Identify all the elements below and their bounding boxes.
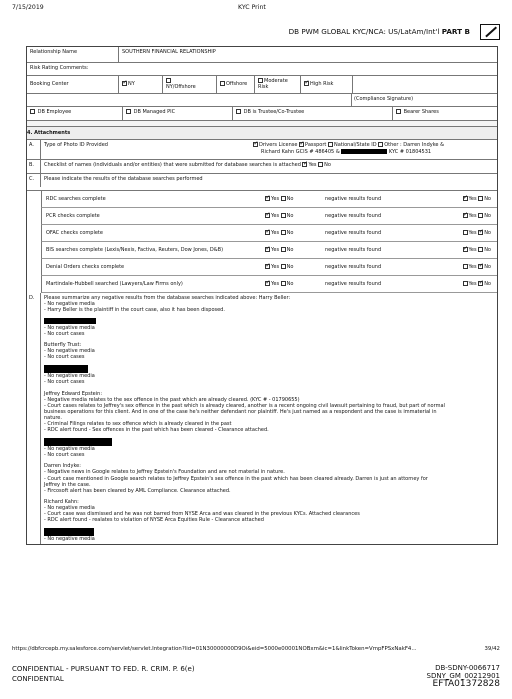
search-check-name: RDC searches complete xyxy=(46,196,106,202)
other-id-line-1: Richard Kahn GCIS # 486405 & xyxy=(261,149,340,155)
unchecked-checkbox[interactable]: No xyxy=(281,196,294,202)
unchecked-checkbox[interactable]: Yes xyxy=(463,264,477,270)
checkbox-icon[interactable] xyxy=(281,213,286,218)
flag-db-employee[interactable]: DB Employee xyxy=(27,107,123,120)
checkbox-icon[interactable] xyxy=(281,247,286,252)
search-check-row xyxy=(41,208,497,225)
search-check-name: Martindale-Hubbell searched (Lawyers/Law Firms only) xyxy=(46,281,183,287)
checked-checkbox[interactable]: ✓ Yes xyxy=(265,281,279,287)
search-check-row xyxy=(41,259,497,276)
item-c-searches xyxy=(27,174,497,187)
relationship-name-label: Relationship Name xyxy=(27,47,119,62)
moderate-risk[interactable]: Moderate Risk xyxy=(255,76,301,93)
unchecked-checkbox[interactable]: Yes xyxy=(463,230,477,236)
negative-results-label: negative results found xyxy=(325,230,382,236)
checkbox-icon[interactable] xyxy=(265,281,270,286)
item-a-label: Type of Photo ID Provided xyxy=(44,142,108,148)
kyc-form xyxy=(26,46,498,545)
checked-checkbox[interactable]: ✓ No xyxy=(478,230,491,236)
checkbox-icon[interactable] xyxy=(463,281,468,286)
booking-center-label: Booking Center xyxy=(27,76,119,93)
checked-checkbox[interactable]: ✓ No xyxy=(478,281,491,287)
footer-url[interactable]: https://dbfcrcepb.my.salesforce.com/servlet/servlet.Integration?lid=01N30000000D9Oi&eid=5000e00001NOBxm&ic=1&linkToken=VmpFPSxNakF4... xyxy=(12,646,417,652)
search-check-name: OFAC checks complete xyxy=(46,230,103,236)
checkbox-icon[interactable] xyxy=(30,109,35,114)
checked-checkbox[interactable]: ✓ Yes xyxy=(265,230,279,236)
search-check-row xyxy=(41,191,497,208)
item-d-summary: D. Please summarize any negative results from the database searches indicated above: Harry Beller: - No negative media - Harry Beller is the plaintiff in the court case, also it has been disposed. - No negative media - No court cases Butterfly Trust: - No negative media - No court cases - No negative media - No court cases Jeffrey Edward Epstein: - Negative media relates to the sex offence in the past which are already cleared. (KYC # - 01790655) - Court cases relates to Jeffrey's sex offence in the past which is already cleared, another is a recent ongoing civil lawsuit pertaining to fraud, but part of normal business operations for this client. And in one of the case he's neither defendant nor plaintiff. He's just named as a respondent and the case is immaterial in nature. - Criminal Filings relates to sex offence which is already cleared in the past - RDC alert found - Sex offences in the past which has been cleared - Clearance attached. - No negative media - No court cases Darren Indyke: - Negative news in Google relates to Jeffrey Epstein's Foundation and are not material in nature. - Court case mentioned in Google search relates to Jeffrey Epstein's sex offence in the past which has been cleared already. Darren is just an attorney for Jeffrey in the case. - Fircosoft alert has been cleared by AML Compliance. Clearance attached. Richard Kahn: - No negative media - Court case was dismissed and he was not barred from NYSE Arca and was cleared in the previous KYCs. Attached clearances - RDC alert found - realates to violation of NYSE Arca Equities Rule - Clearance attached - No negative media xyxy=(27,293,497,544)
booking-offshore[interactable]: Offshore xyxy=(217,76,255,93)
item-a-photo-id xyxy=(27,140,497,160)
checked-checkbox[interactable]: ✓ Yes xyxy=(463,196,477,202)
checkbox-icon[interactable] xyxy=(220,81,225,86)
checkbox-icon[interactable] xyxy=(328,142,333,147)
checkbox-icon[interactable] xyxy=(265,247,270,252)
checkbox-icon[interactable] xyxy=(126,109,131,114)
item-c-letter: C. xyxy=(27,174,41,187)
checkbox-icon[interactable] xyxy=(463,196,468,201)
compliance-signature-row xyxy=(27,94,497,107)
checkbox-icon[interactable] xyxy=(318,162,323,167)
checkbox-icon[interactable] xyxy=(478,213,483,218)
deutsche-bank-logo-icon xyxy=(480,24,500,40)
negative-results-label: negative results found xyxy=(325,264,382,270)
jeffrey-title: Jeffrey Edward Epstein: xyxy=(44,390,103,397)
checked-checkbox[interactable]: ✓ Yes xyxy=(265,247,279,253)
checkbox-icon[interactable] xyxy=(378,142,383,147)
search-check-row xyxy=(41,242,497,259)
unchecked-checkbox[interactable]: No xyxy=(281,264,294,270)
redaction-block xyxy=(341,149,387,154)
id-drivers-license[interactable]: ✓ Drivers License xyxy=(253,142,297,148)
checkbox-icon[interactable] xyxy=(463,247,468,252)
search-check-name: Denial Orders checks complete xyxy=(46,264,125,270)
checkbox-icon[interactable] xyxy=(258,78,263,83)
checkbox-icon[interactable] xyxy=(478,247,483,252)
bates-numbers: DB-SDNY-0066717 SDNY_GM_00212901 EFTA01372828 xyxy=(426,664,500,689)
item-b-no[interactable]: No xyxy=(318,162,331,168)
risk-rating-label: Risk Rating Comments: xyxy=(30,65,89,71)
negative-results-label: negative results found xyxy=(325,213,382,219)
search-check-row xyxy=(41,276,497,293)
checkbox-icon[interactable] xyxy=(265,264,270,269)
checkbox-icon[interactable] xyxy=(304,81,309,86)
flag-db-managed-pic[interactable]: DB Managed PIC xyxy=(123,107,233,120)
checkbox-icon[interactable] xyxy=(166,78,171,83)
item-b-checklist xyxy=(27,160,497,174)
relationship-name-value: SOUTHERN FINANCIAL RELATIONSHIP xyxy=(122,49,216,55)
form-title: DB PWM GLOBAL KYC/NCA: US/LatAm/Int'l PART B xyxy=(288,27,470,36)
checked-checkbox[interactable]: ✓ Yes xyxy=(265,264,279,270)
checked-checkbox[interactable]: ✓ Yes xyxy=(463,213,477,219)
checkbox-icon[interactable] xyxy=(478,281,483,286)
checkbox-icon[interactable] xyxy=(478,264,483,269)
booking-ny[interactable]: ✓ NY xyxy=(119,76,163,93)
form-title-row xyxy=(12,24,500,40)
checkbox-icon[interactable] xyxy=(265,230,270,235)
search-checks-list xyxy=(27,191,497,293)
item-c-label: Please indicate the results of the database searches performed xyxy=(44,176,203,182)
redaction-block xyxy=(44,438,112,446)
checkbox-icon[interactable] xyxy=(478,196,483,201)
confidential-notice: CONFIDENTIAL - PURSUANT TO FED. R. CRIM. P. 6(e) CONFIDENTIAL xyxy=(12,665,195,683)
item-d-letter: D. xyxy=(27,293,41,544)
checkbox-icon[interactable] xyxy=(281,230,286,235)
section-attachments-title: 4. Attachments xyxy=(27,127,497,140)
unchecked-checkbox[interactable]: No xyxy=(478,213,491,219)
relationship-name-row xyxy=(27,47,497,63)
flag-db-trustee[interactable]: DB is Trustee/Co-Trustee xyxy=(233,107,393,120)
richard-title: Richard Kahn: xyxy=(44,498,79,505)
print-title: KYC Print xyxy=(238,4,266,11)
checked-checkbox[interactable]: ✓ Yes xyxy=(265,213,279,219)
negative-results-label: negative results found xyxy=(325,281,382,287)
checkbox-icon[interactable] xyxy=(463,230,468,235)
unchecked-checkbox[interactable]: No xyxy=(478,247,491,253)
item-a-letter: A. xyxy=(27,140,41,159)
unchecked-checkbox[interactable]: No xyxy=(281,281,294,287)
risk-rating-row xyxy=(27,63,497,76)
checkbox-icon[interactable] xyxy=(253,142,258,147)
item-b-yes[interactable]: ✓ Yes xyxy=(302,162,316,168)
flags-row xyxy=(27,107,497,121)
search-check-row xyxy=(41,225,497,242)
redaction-block xyxy=(44,528,94,536)
checkbox-icon[interactable] xyxy=(281,281,286,286)
checkbox-icon[interactable] xyxy=(463,213,468,218)
id-passport[interactable]: ✓ Passport xyxy=(299,142,326,148)
unchecked-checkbox[interactable]: No xyxy=(281,230,294,236)
unchecked-checkbox[interactable]: No xyxy=(281,247,294,253)
checked-checkbox[interactable]: ✓ No xyxy=(478,264,491,270)
print-date: 7/15/2019 xyxy=(12,4,44,11)
id-other[interactable]: Other : Darren Indyke & xyxy=(378,142,444,148)
unchecked-checkbox[interactable]: Yes xyxy=(463,281,477,287)
negative-results-label: negative results found xyxy=(325,247,382,253)
page-number: 39/42 xyxy=(484,646,500,652)
checkbox-icon[interactable] xyxy=(302,162,307,167)
checkbox-icon[interactable] xyxy=(299,142,304,147)
checked-checkbox[interactable]: ✓ Yes xyxy=(265,196,279,202)
flag-bearer-shares[interactable]: Bearer Shares xyxy=(393,107,497,120)
darren-title: Darren Indyke: xyxy=(44,463,81,470)
unchecked-checkbox[interactable]: No xyxy=(478,196,491,202)
checkbox-icon[interactable] xyxy=(478,230,483,235)
booking-center-row xyxy=(27,76,497,94)
checkbox-icon[interactable] xyxy=(122,81,127,86)
print-header xyxy=(0,4,512,16)
checkbox-icon[interactable] xyxy=(463,264,468,269)
unchecked-checkbox[interactable]: No xyxy=(281,213,294,219)
butterfly-trust-title: Butterfly Trust: xyxy=(44,342,82,349)
checkbox-icon[interactable] xyxy=(265,196,270,201)
checkbox-icon[interactable] xyxy=(236,109,241,114)
item-b-letter: B. xyxy=(27,160,41,173)
checked-checkbox[interactable]: ✓ Yes xyxy=(463,247,477,253)
footer-url-row xyxy=(12,646,500,652)
other-id-line-2: KYC # 01804531 xyxy=(388,149,432,155)
item-b-label: Checklist of names (individuals and/or entities) that were submitted for database searches is attached xyxy=(44,162,301,168)
high-risk[interactable]: ✓ High Risk xyxy=(301,76,353,93)
checkbox-icon[interactable] xyxy=(396,109,401,114)
checkbox-icon[interactable] xyxy=(281,264,286,269)
checkbox-icon[interactable] xyxy=(281,196,286,201)
redaction-block xyxy=(44,318,96,324)
compliance-signature-label: (Compliance Signature) xyxy=(354,96,414,102)
checkbox-icon[interactable] xyxy=(265,213,270,218)
search-check-name: PCR checks complete xyxy=(46,213,100,219)
booking-ny-offshore[interactable]: NY/Offshore xyxy=(163,76,217,93)
part-label: PART B xyxy=(441,27,470,36)
id-national-state[interactable]: National/State ID xyxy=(328,142,377,148)
redaction-block xyxy=(44,365,88,373)
search-check-name: BIS searches complete (Lexis/Nexis, Factiva, Reuters, Dow Jones, D&B) xyxy=(46,247,224,253)
negative-results-label: negative results found xyxy=(325,196,382,202)
summary-intro: Please summarize any negative results from the database searches indicated above: Harry Beller: xyxy=(44,295,291,301)
